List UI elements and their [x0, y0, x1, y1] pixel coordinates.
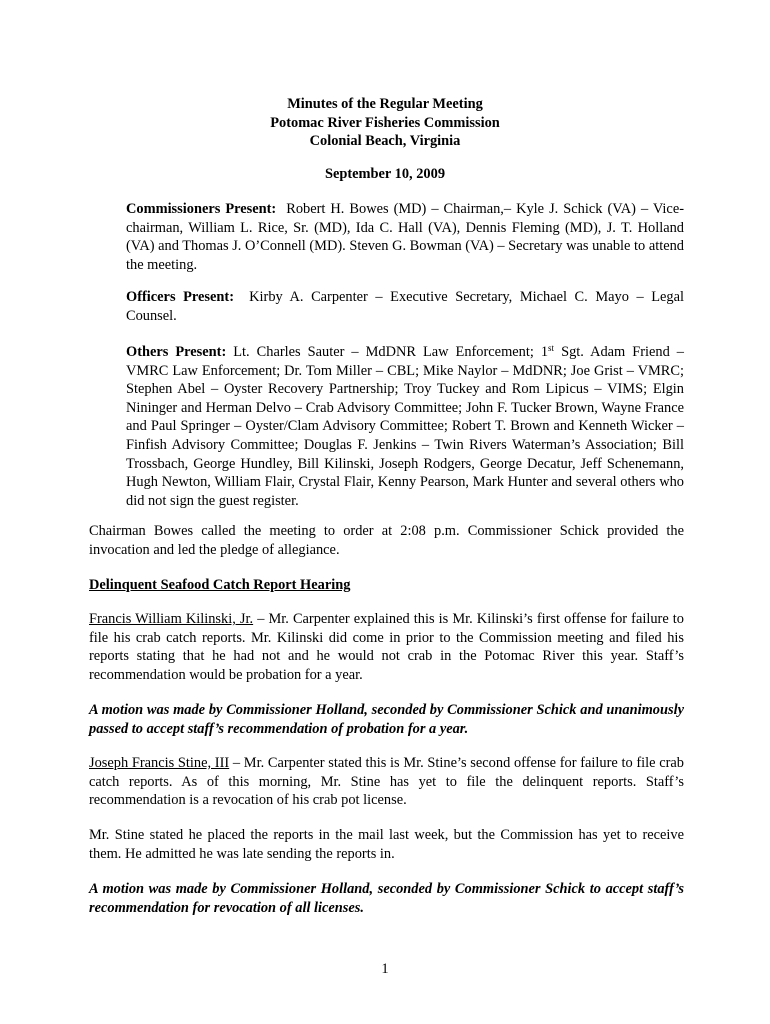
officers-text: Kirby A. Carpenter – Executive Secretary, Michael C. Mayo – Legal Counsel.	[126, 289, 684, 324]
motion-2: A motion was made by Commissioner Holland, seconded by Commissioner Schick to accept staff’s recommendation for revocation of all licenses.	[89, 881, 684, 916]
case1-text: – Mr. Carpenter explained this is Mr. Kilinski’s first offense for failure to file his crab catch reports. Mr. Kilinski did come in prior to the Commission meeting and filed his reports stating that he had not and he would not crab in the Potomac River this year. Staff’s recommendation would be probation for a year.	[89, 611, 684, 683]
case2-name: Joseph Francis Stine, III	[89, 755, 230, 771]
page-number: 1	[381, 961, 389, 977]
others-present	[126, 343, 684, 510]
section-title: Delinquent Seafood Catch Report Hearing	[89, 577, 351, 593]
case-stine	[89, 754, 684, 810]
commissioners-text: Robert H. Bowes (MD) – Chairman,– Kyle J. Schick (VA) – Vice-chairman, William L. Rice, Sr. (MD), Ida C. Hall (VA), Dennis Fleming (MD), J. T. Holland (VA) and Thomas J. O’Connell (MD). Steven G. Bowman (VA) – Secretary was unable to attend the meeting.	[126, 201, 684, 273]
motion-1: A motion was made by Commissioner Holland, seconded by Commissioner Schick and unanimously passed to accept staff’s recommendation of probation for a year.	[89, 702, 684, 737]
opening-paragraph: Chairman Bowes called the meeting to order at 2:08 p.m. Commissioner Schick provided the invocation and led the pledge of allegiance.	[89, 523, 684, 558]
meeting-date: September 10, 2009	[324, 166, 446, 182]
title-line-2: Potomac River Fisheries Commission	[270, 114, 500, 131]
commissioners-label: Commissioners Present:	[126, 201, 277, 217]
case2-text: – Mr. Carpenter stated this is Mr. Stine’s second offense for failure to file crab catch reports. As of this morning, Mr. Stine has yet to file the delinquent reports. Staff’s recommendation is a revocation of his crab pot license.	[89, 755, 684, 809]
others-text-b: Sgt. Adam Friend – VMRC Law Enforcement; Dr. Tom Miller – CBL; Mike Naylor – MdDNR; Joe Grist – VMRC; Stephen Abel – Oyster Recovery Partnership; Troy Tuckey and Rom Lipicus – VIMS; Elgin Nininger and Herman Delvo – Crab Advisory Committee; John F. Tucker Brown, Wayne France and Paul Springer – Oyster/Clam Advisory Committee; Robert T. Brown and Kenneth Wicker – Finfish Advisory Committee; Douglas F. Jenkins – Twin Rivers Waterman’s Association; Bill Trossbach, George Hundley, Bill Kilinski, Joseph Rodgers, George Decatur, Jeff Schenemann, Hugh Newton, William Flair, Crystal Flair, Kenny Pearson, Mark Hunter and several others who did not sign the guest register.	[126, 344, 685, 509]
title-line-3: Colonial Beach, Virginia	[309, 133, 461, 150]
title-line-1: Minutes of the Regular Meeting	[287, 96, 483, 112]
case1-name: Francis William Kilinski, Jr.	[89, 611, 254, 627]
others-label: Others Present:	[126, 344, 227, 360]
case-kilinski	[89, 610, 684, 684]
officers-label: Officers Present:	[126, 289, 234, 305]
commissioners-present	[126, 200, 684, 274]
officers-present	[126, 288, 684, 325]
ordinal-suffix: st	[548, 343, 555, 353]
others-text-a: Lt. Charles Sauter – MdDNR Law Enforcement; 1	[233, 344, 549, 360]
stine-statement: Mr. Stine stated he placed the reports in the mail last week, but the Commission has yet to receive them. He admitted he was late sending the reports in.	[89, 827, 684, 862]
document-header	[0, 95, 770, 151]
